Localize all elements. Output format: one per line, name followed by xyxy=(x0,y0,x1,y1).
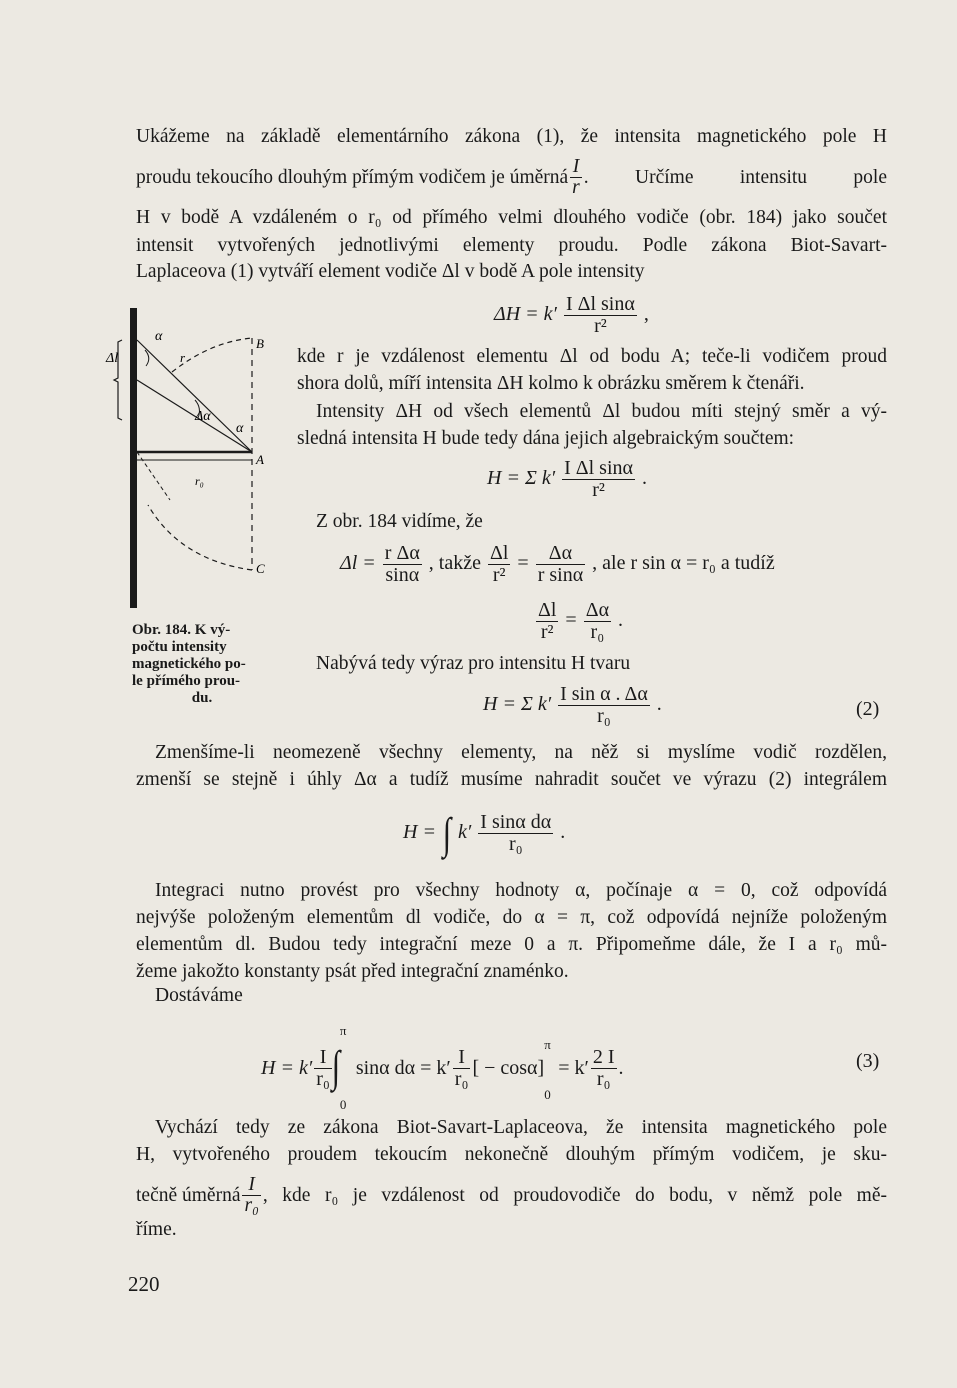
eq-bracket: [ − cosα] xyxy=(472,1056,545,1079)
eq-lhs: H = Σ k′ xyxy=(487,467,556,490)
text-line-22: říme. xyxy=(136,1219,177,1240)
text-line-21b: , kde r₀ je vzdálenost od proudovodiče do bodu, v němž pole mě- xyxy=(262,1185,887,1207)
eq-lhs: H = k′ xyxy=(261,1056,313,1079)
label-r0: r₀ xyxy=(195,474,204,488)
frac-num: I Δl sinα xyxy=(564,457,633,479)
frac-num: I xyxy=(242,1175,260,1196)
integral-lower: 0 xyxy=(339,1097,347,1112)
label-dalpha: Δα xyxy=(195,409,211,424)
eq-frac-1 xyxy=(314,1047,332,1090)
frac-den: r sinα xyxy=(537,564,584,586)
equation-2 xyxy=(483,684,662,727)
eq-frac-2 xyxy=(488,543,510,586)
label-A: A xyxy=(256,452,264,467)
label-dl: Δl xyxy=(106,351,119,366)
caption-line-4: le přímého prou- xyxy=(132,673,241,689)
eq-tail: . xyxy=(641,467,647,490)
integral-with-limits xyxy=(331,1023,356,1113)
integral-sign: ∫ xyxy=(442,809,452,858)
frac-den: r₀ xyxy=(244,1195,259,1217)
label-alpha2: α xyxy=(236,421,244,436)
frac-num: 2 I xyxy=(592,1045,615,1068)
text-line-4: intensit vytvořených jednotlivými elementy proudu. Podle zákona Biot-Savart- xyxy=(136,235,887,256)
label-B: B xyxy=(256,336,264,351)
equation-3 xyxy=(261,1023,624,1113)
frac-den: r² xyxy=(540,621,554,643)
frac-num: Δl xyxy=(538,599,557,621)
figure-184 xyxy=(100,300,280,620)
angle-alpha-arc xyxy=(145,350,149,366)
text-line-19: Vychází tedy ze zákona Biot-Savart-Laplaceova, že intensita magnetického pole xyxy=(155,1117,887,1138)
frac-den: r² xyxy=(592,479,605,501)
text-line-16: elementům dl. Budou tedy integrační meze 0 a π. Připomeňme dále, že I a r₀ mů- xyxy=(136,934,887,955)
eq-mid: , takže xyxy=(428,552,481,575)
frac-den: r₀ xyxy=(454,1067,469,1090)
eq-lhs: ΔH = k′ xyxy=(494,303,557,326)
fraction-i-over-r xyxy=(570,157,582,199)
equation-dH xyxy=(494,294,649,337)
bracket-lower: 0 xyxy=(544,1087,551,1102)
label-r: r xyxy=(180,350,186,365)
figure-caption xyxy=(132,622,272,707)
frac-den: r₀ xyxy=(508,833,523,855)
line-lower xyxy=(137,452,170,500)
frac-num: I sinα dα xyxy=(480,811,552,833)
arc-bottom xyxy=(148,505,252,570)
text-line-3: H v bodě A vzdáleném o r₀ od přímého velmi dlouhého vodiče (obr. 184) jako součet xyxy=(136,207,887,228)
text-line-17: žeme jakožto konstanty psát před integrační znaménko. xyxy=(136,961,569,982)
bracket-upper: π xyxy=(544,1037,551,1052)
equation-dl-2 xyxy=(534,600,623,643)
text-line-21a: tečně úměrná xyxy=(136,1185,241,1207)
eq-tail: . xyxy=(560,821,566,844)
frac-num: I sin α . Δα xyxy=(560,683,648,705)
eq-frac-3 xyxy=(591,1047,617,1090)
eq-tail: , xyxy=(643,303,649,326)
eq-lhs: Δl = xyxy=(340,552,376,575)
text-line-13: zmenší se stejně i úhly Δα a tudíž musíme nahradit součet ve výrazu (2) integrálem xyxy=(136,769,887,790)
eq-k: k′ xyxy=(458,821,472,844)
text-line-6: kde r je vzdálenost elementu Δl od bodu A; teče-li vodičem proud xyxy=(297,346,887,367)
frac-den: r² xyxy=(492,564,506,586)
frac-den: r₀ xyxy=(596,1067,611,1090)
eq-frac xyxy=(562,458,635,501)
eq-lhs: H = Σ k′ xyxy=(483,693,552,716)
frac-num: I xyxy=(314,1047,332,1069)
equation-H-sum xyxy=(487,458,647,501)
eq-frac xyxy=(558,684,650,727)
eq-frac xyxy=(564,294,637,337)
text-line-1: Ukážeme na základě elementárního zákona (1), že intensita magnetického pole H xyxy=(136,126,887,147)
frac-den: r₀ xyxy=(597,705,611,727)
equation-label-2: (2) xyxy=(856,698,880,720)
eq-tail: . xyxy=(656,693,662,716)
frac-num: I xyxy=(453,1047,471,1069)
text-line-5: Laplaceova (1) vytváří element vodiče Δl v bodě A pole intensity xyxy=(136,261,645,282)
text-line-8: Intensity ΔH od všech elementů Δl budou míti stejný směr a vý- xyxy=(316,401,887,422)
text-line-2a: proudu tekoucího dlouhým přímým vodičem je úměrná xyxy=(136,167,569,189)
frac-den: r xyxy=(572,177,580,199)
equation-integral xyxy=(403,808,565,859)
text-line-2 xyxy=(136,157,887,199)
eq-frac-2 xyxy=(453,1047,471,1090)
eq-tail: , ale r sin α = r₀ a tudíž xyxy=(592,552,775,575)
frac-num: r Δα xyxy=(384,542,420,564)
eq-frac-1 xyxy=(536,600,558,643)
text-line-15: nejvýše položeným elementům dl vodiče, do α = π, což odpovídá nejníže položeným xyxy=(136,907,887,928)
text-line-21 xyxy=(136,1175,887,1217)
text-line-11: Nabývá tedy výraz pro intensitu H tvaru xyxy=(316,653,631,674)
eq-body: sinα dα = k′ xyxy=(355,1056,451,1079)
text-line-9: sledná intensita H bude tedy dána jejich algebraickým součtem: xyxy=(297,428,795,449)
eq-tail: . xyxy=(618,1056,624,1079)
frac-den: r₀ xyxy=(316,1067,330,1090)
label-C: C xyxy=(256,561,265,576)
equation-label-3: (3) xyxy=(856,1050,880,1072)
text-line-7: shora dolů, míří intensita ΔH kolmo k obrázku směrem k čtenáři. xyxy=(297,373,805,394)
eq-lhs: H = xyxy=(403,821,436,844)
eq-frac-2 xyxy=(584,600,611,643)
frac-num: Δl xyxy=(489,542,509,564)
eq-frac-3 xyxy=(536,543,585,586)
equation-dl xyxy=(340,543,775,586)
text-line-12: Zmenšíme-li neomezeně všechny elementy, na něž si myslíme vodič rozdělen, xyxy=(155,742,887,763)
frac-den: sinα xyxy=(385,564,420,586)
frac-num: I Δl sinα xyxy=(565,293,635,315)
eq-equals: = k′ xyxy=(558,1056,589,1079)
text-line-2b: . Určíme intensitu pole xyxy=(583,167,887,189)
conductor-wire xyxy=(130,308,137,608)
text-line-18: Dostáváme xyxy=(155,985,243,1006)
eq-frac-1 xyxy=(383,543,422,586)
text-line-14: Integraci nutno provést pro všechny hodnoty α, počínaje α = 0, což odpovídá xyxy=(155,880,887,901)
frac-num: Δα xyxy=(536,543,585,565)
eq-equals: = xyxy=(565,609,577,632)
fraction-i-over-r0 xyxy=(242,1175,260,1217)
text-line-10: Z obr. 184 vidíme, že xyxy=(316,511,483,532)
eq-equals: = xyxy=(517,552,529,575)
integral-upper: π xyxy=(339,1023,347,1038)
bracket-limits xyxy=(544,1033,558,1103)
label-alpha: α xyxy=(155,329,163,344)
frac-den: r₀ xyxy=(590,621,605,643)
eq-tail: . xyxy=(618,609,624,632)
frac-den: r² xyxy=(594,315,607,337)
caption-line-2: počtu intensity xyxy=(132,639,227,655)
text-line-20: H, vytvořeného proudem tekoucím nekonečně dlouhým přímým vodičem, je sku- xyxy=(136,1144,887,1165)
frac-num: Δα xyxy=(585,599,610,621)
eq-frac xyxy=(478,812,553,855)
caption-line-3: magnetického po- xyxy=(132,656,246,672)
frac-num: I xyxy=(570,157,582,178)
integral-sign: ∫ xyxy=(331,1042,341,1091)
page-number: 220 xyxy=(128,1272,160,1296)
caption-line-5: du. xyxy=(191,690,213,706)
caption-line-1: Obr. 184. K vý- xyxy=(132,622,231,638)
